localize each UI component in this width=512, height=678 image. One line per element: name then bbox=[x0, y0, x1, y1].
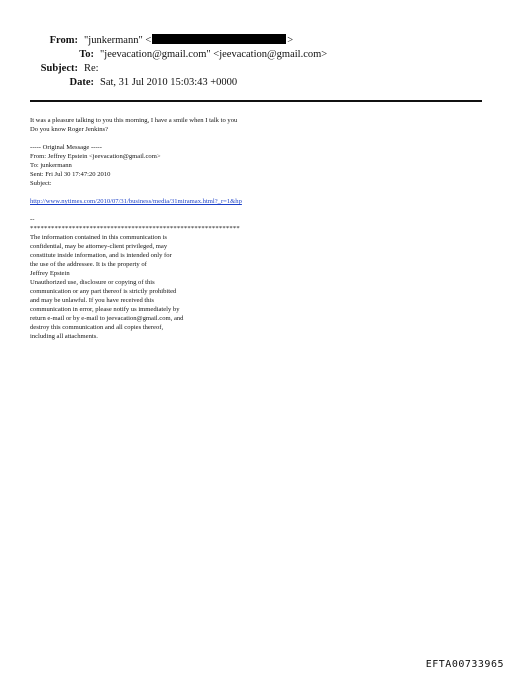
original-subject: Subject: bbox=[30, 180, 52, 187]
signature-stars: ************************************************************ bbox=[30, 225, 240, 232]
article-link[interactable]: http://www.nytimes.com/2010/07/31/business/media/31miramax.html?_r=1&hp bbox=[30, 198, 242, 205]
date-value: Sat, 31 Jul 2010 15:03:43 +0000 bbox=[100, 77, 238, 88]
date-row bbox=[0, 76, 512, 90]
disclaimer-line: return e-mail or by e-mail to jeevacation@gmail.com, and bbox=[30, 315, 184, 322]
disclaimer-line: The information contained in this communication is bbox=[30, 234, 167, 241]
disclaimer-line: Jeffrey Epstein bbox=[30, 270, 70, 277]
document-id: EFTA00733965 bbox=[425, 659, 504, 670]
from-value-suffix: > bbox=[287, 35, 294, 46]
disclaimer-line: confidential, may be attorney-client privileged, may bbox=[30, 243, 168, 250]
header-divider bbox=[30, 100, 482, 102]
date-label: Date: bbox=[69, 77, 94, 88]
disclaimer-line: and may be unlawful. If you have received this bbox=[30, 297, 154, 304]
to-value: "jeevacation@gmail.com" <jeevacation@gmail.com> bbox=[100, 49, 328, 60]
body-line: It was a pleasure talking to you this morning, I have a smile when I talk to you bbox=[30, 117, 238, 124]
email-body bbox=[30, 116, 482, 341]
from-value bbox=[84, 34, 293, 48]
from-row bbox=[0, 34, 512, 48]
disclaimer-line: constitute inside information, and is intended only for bbox=[30, 252, 172, 259]
disclaimer-line: destroy this communication and all copies thereof, bbox=[30, 324, 164, 331]
email-header bbox=[0, 34, 512, 90]
to-row bbox=[0, 48, 512, 62]
original-message-header: ----- Original Message ----- bbox=[30, 144, 102, 151]
subject-row bbox=[0, 62, 512, 76]
to-label: To: bbox=[79, 49, 94, 60]
subject-value: Re: bbox=[84, 63, 99, 74]
disclaimer-line: Unauthorized use, disclosure or copying of this bbox=[30, 279, 155, 286]
redaction-box bbox=[152, 34, 286, 44]
from-value-prefix: "junkermann" < bbox=[84, 35, 152, 46]
disclaimer-line: communication in error, please notify us immediately by bbox=[30, 306, 180, 313]
disclaimer-line: the use of the addressee. It is the property of bbox=[30, 261, 147, 268]
subject-label: Subject: bbox=[40, 63, 78, 74]
from-label: From: bbox=[49, 35, 78, 46]
disclaimer-line: including all attachments. bbox=[30, 333, 98, 340]
disclaimer-line: communication or any part thereof is strictly prohibited bbox=[30, 288, 177, 295]
signature-dash: -- bbox=[30, 216, 35, 223]
original-to: To: junkermann bbox=[30, 162, 72, 169]
body-line: Do you know Roger Jenkins? bbox=[30, 126, 109, 133]
original-from: From: Jeffrey Epstein <jeevacation@gmail.com> bbox=[30, 153, 161, 160]
original-sent: Sent: Fri Jul 30 17:47:20 2010 bbox=[30, 171, 111, 178]
